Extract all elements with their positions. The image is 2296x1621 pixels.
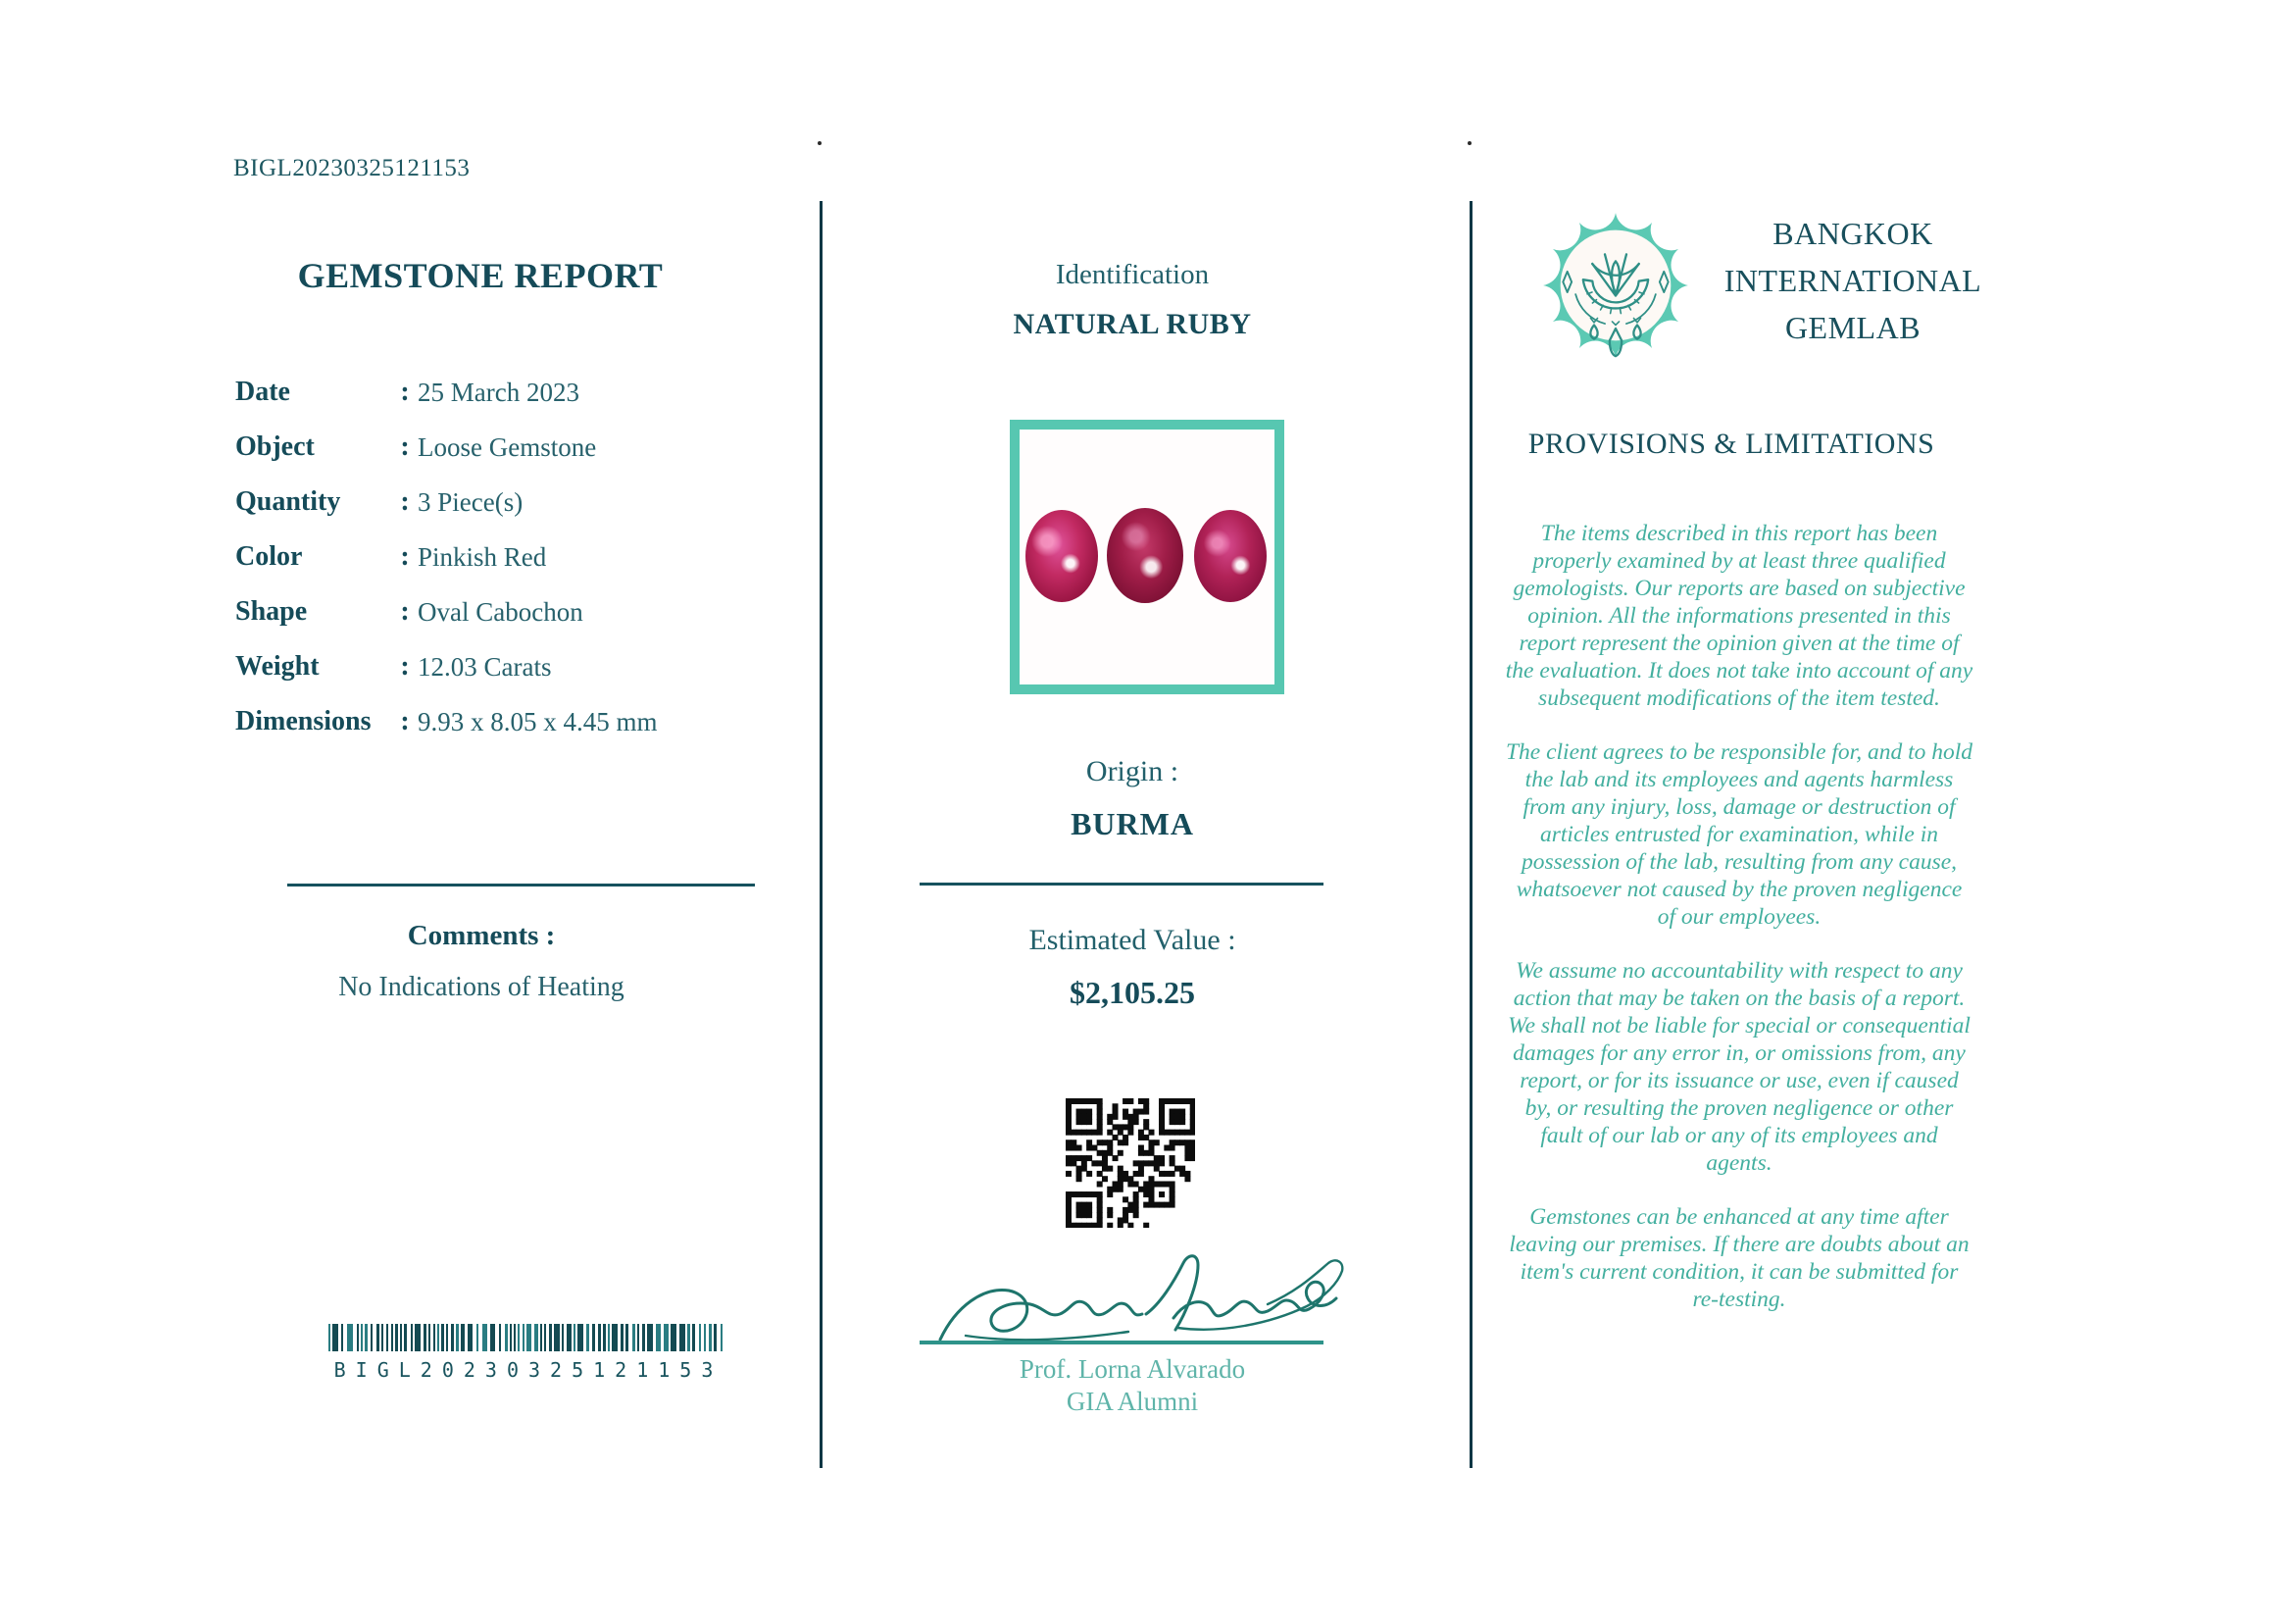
barcode-bars-icon xyxy=(328,1324,728,1351)
ruby-cabochon xyxy=(1107,508,1183,603)
field-value: 9.93 x 8.05 x 4.45 mm xyxy=(418,707,658,736)
barcode xyxy=(328,1324,728,1382)
origin-label: Origin : xyxy=(1085,755,1179,787)
column-divider xyxy=(820,201,823,1468)
divider-line xyxy=(920,883,1323,886)
table-row-date xyxy=(235,377,716,431)
lab-name-line: BANGKOK xyxy=(1772,216,1933,251)
provisions-paragraph: Gemstones can be enhanced at any time after leaving our premises. If there are doubts about an item's current condition, it can be submitted for re-testing. xyxy=(1509,1204,1970,1312)
signatory-name: Prof. Lorna Alvarado xyxy=(1019,1354,1246,1384)
signature xyxy=(926,1241,1348,1364)
field-label: Color xyxy=(235,541,303,572)
field-colon: : xyxy=(400,541,410,572)
report-number: BIGL20230325121153 xyxy=(233,155,471,181)
table-row-object xyxy=(235,431,716,486)
field-value: 3 Piece(s) xyxy=(418,487,524,517)
registration-dot xyxy=(818,141,822,145)
field-colon: : xyxy=(400,706,410,736)
gemstone-photo xyxy=(1010,420,1284,694)
registration-dot xyxy=(1468,141,1472,145)
provisions-paragraph: The items described in this report has been properly examined by at least three qualified gemologists. Our reports are based on subjective opinion. All the informations presented in this report represent the opinion given at the time of the evaluation. It does not take into account of any subsequent modifications of the item tested. xyxy=(1505,521,1973,711)
table-row-color xyxy=(235,541,716,596)
estimated-value: $2,105.25 xyxy=(1070,975,1195,1010)
table-row-dimensions xyxy=(235,706,716,761)
identification-label: Identification xyxy=(1055,259,1210,290)
detail-table xyxy=(235,377,716,761)
lab-name-line: INTERNATIONAL xyxy=(1723,263,1982,298)
qr-code-icon xyxy=(1066,1098,1195,1228)
provisions-paragraph: The client agrees to be responsible for, and to hold the lab and its employees and agents harmless from any injury, loss, damage or destruction of articles entrusted for examination, while in possession of the lab, resulting from any cause, whatsoever not caused by the proven negligence of our employees. xyxy=(1505,739,1973,930)
provisions-heading: PROVISIONS & LIMITATIONS xyxy=(1527,428,1935,460)
field-label: Object xyxy=(235,431,315,462)
column-divider xyxy=(1470,201,1472,1468)
lab-name-line: GEMLAB xyxy=(1784,310,1922,345)
field-value: Oval Cabochon xyxy=(418,597,583,627)
ruby-cabochon xyxy=(1025,510,1098,602)
page-title: GEMSTONE REPORT xyxy=(297,256,664,295)
table-row-quantity xyxy=(235,486,716,541)
ruby-cabochon xyxy=(1194,510,1267,602)
field-colon: : xyxy=(400,377,410,407)
divider-line xyxy=(287,884,755,886)
field-colon: : xyxy=(400,596,410,627)
field-value: Pinkish Red xyxy=(418,542,547,572)
comments-text: No Indications of Heating xyxy=(338,972,624,1002)
table-row-weight xyxy=(235,651,716,706)
table-row-shape xyxy=(235,596,716,651)
comments-heading: Comments : xyxy=(407,920,556,951)
field-colon: : xyxy=(400,651,410,682)
signatory-title: GIA Alumni xyxy=(1066,1387,1199,1416)
field-label: Weight xyxy=(235,651,320,682)
provisions-paragraph: We assume no accountability with respect to any action that may be taken on the basis of a report. We shall not be liable for special or consequential damages for any error in, or omissions from, any report, or for its issuance or use, even if caused by, or resulting the proven negligence or other fault of our lab or any of its employees and agents. xyxy=(1508,958,1971,1176)
field-value: Loose Gemstone xyxy=(418,432,597,462)
estimated-value-label: Estimated Value : xyxy=(1028,924,1236,956)
field-value: 25 March 2023 xyxy=(418,378,579,407)
field-label: Dimensions xyxy=(235,706,372,736)
barcode-text: BIGL20230325121153 xyxy=(333,1358,724,1382)
signature-line xyxy=(920,1341,1323,1344)
lab-name xyxy=(1706,210,2000,351)
origin-value: BURMA xyxy=(1071,806,1194,841)
field-value: 12.03 Carats xyxy=(418,652,552,682)
identification-value: NATURAL RUBY xyxy=(1013,308,1252,340)
field-label: Date xyxy=(235,377,290,407)
field-label: Quantity xyxy=(235,486,341,517)
gemlab-logo-icon xyxy=(1529,199,1702,372)
provisions-text xyxy=(1505,520,1973,1340)
field-colon: : xyxy=(400,431,410,462)
field-colon: : xyxy=(400,486,410,517)
field-label: Shape xyxy=(235,596,308,627)
